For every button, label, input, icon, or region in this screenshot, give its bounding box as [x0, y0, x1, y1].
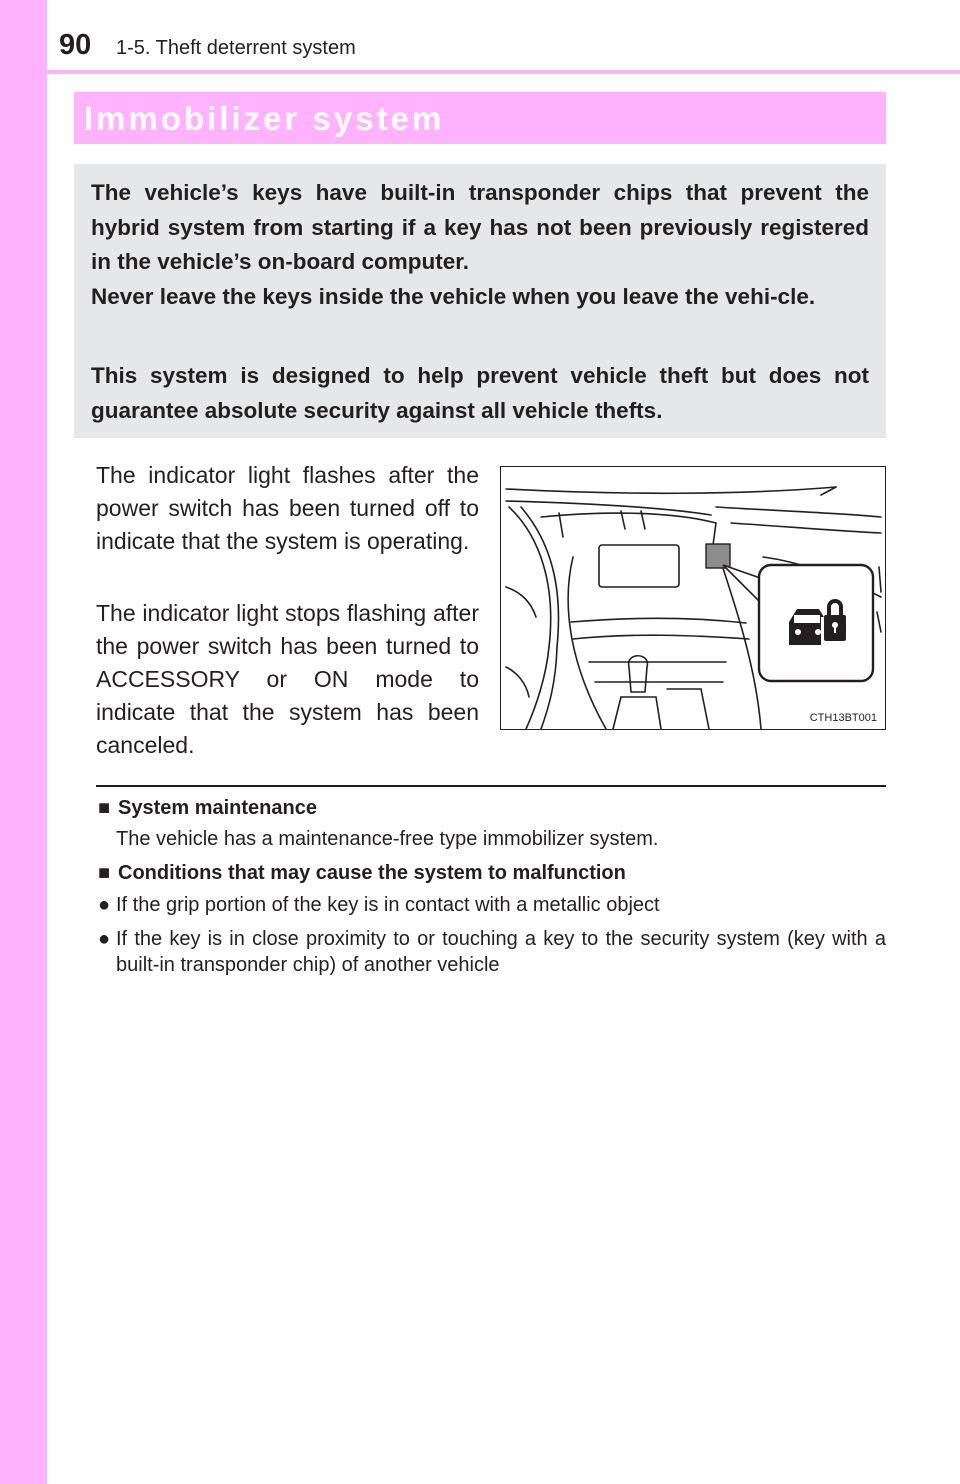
note-heading-text: Conditions that may cause the system to malfunction [118, 862, 626, 884]
divider [96, 785, 886, 787]
body-paragraph: The indicator light stops flashing after the power switch has been turned to ACCESSORY or ON mode to indicate that the system has been canceled. [96, 600, 479, 758]
note-heading-maintenance [98, 795, 317, 821]
note-heading-text: System maintenance [118, 797, 317, 819]
figure-code: CTH13BT001 [809, 712, 877, 724]
summary-paragraph: Never leave the keys inside the vehicle when you leave the vehi-cle. [91, 284, 816, 309]
dashboard-drawing [501, 467, 886, 730]
section-title-bar [74, 92, 886, 144]
list-item [98, 892, 886, 918]
dashboard-illustration [500, 466, 886, 730]
page-number: 90 [59, 29, 92, 61]
body-paragraph: The indicator light flashes after the power switch has been turned off to indicate that the system is operating. [96, 462, 479, 554]
summary-paragraph: This system is designed to help prevent vehicle theft but does not guarantee absolute security against all vehicle thefts. [91, 363, 869, 423]
summary-paragraph: The vehicle’s keys have built-in transponder chips that prevent the hybrid system from starting if a key has not been previously registered in the vehicle’s on-board computer. [91, 180, 869, 274]
list-item [98, 926, 886, 978]
note-heading-malfunction [98, 860, 626, 886]
round-bullet-icon: ● [98, 894, 111, 916]
side-tab [0, 0, 47, 1484]
list-item-text: If the grip portion of the key is in contact with a metallic object [116, 894, 660, 916]
summary-box [74, 164, 886, 438]
list-item-text: If the key is in close proximity to or touching a key to the security system (key with a built-in transponder chip) of another vehicle [116, 928, 886, 976]
header-rule [47, 70, 960, 74]
square-bullet-icon: ■ [98, 862, 111, 884]
round-bullet-icon: ● [98, 928, 111, 950]
note-text: The vehicle has a maintenance-free type immobilizer system. [116, 828, 659, 850]
square-bullet-icon: ■ [98, 797, 111, 819]
section-title: Immobilizer system [84, 100, 445, 137]
section-path: 1-5. Theft deterrent system [116, 37, 356, 59]
